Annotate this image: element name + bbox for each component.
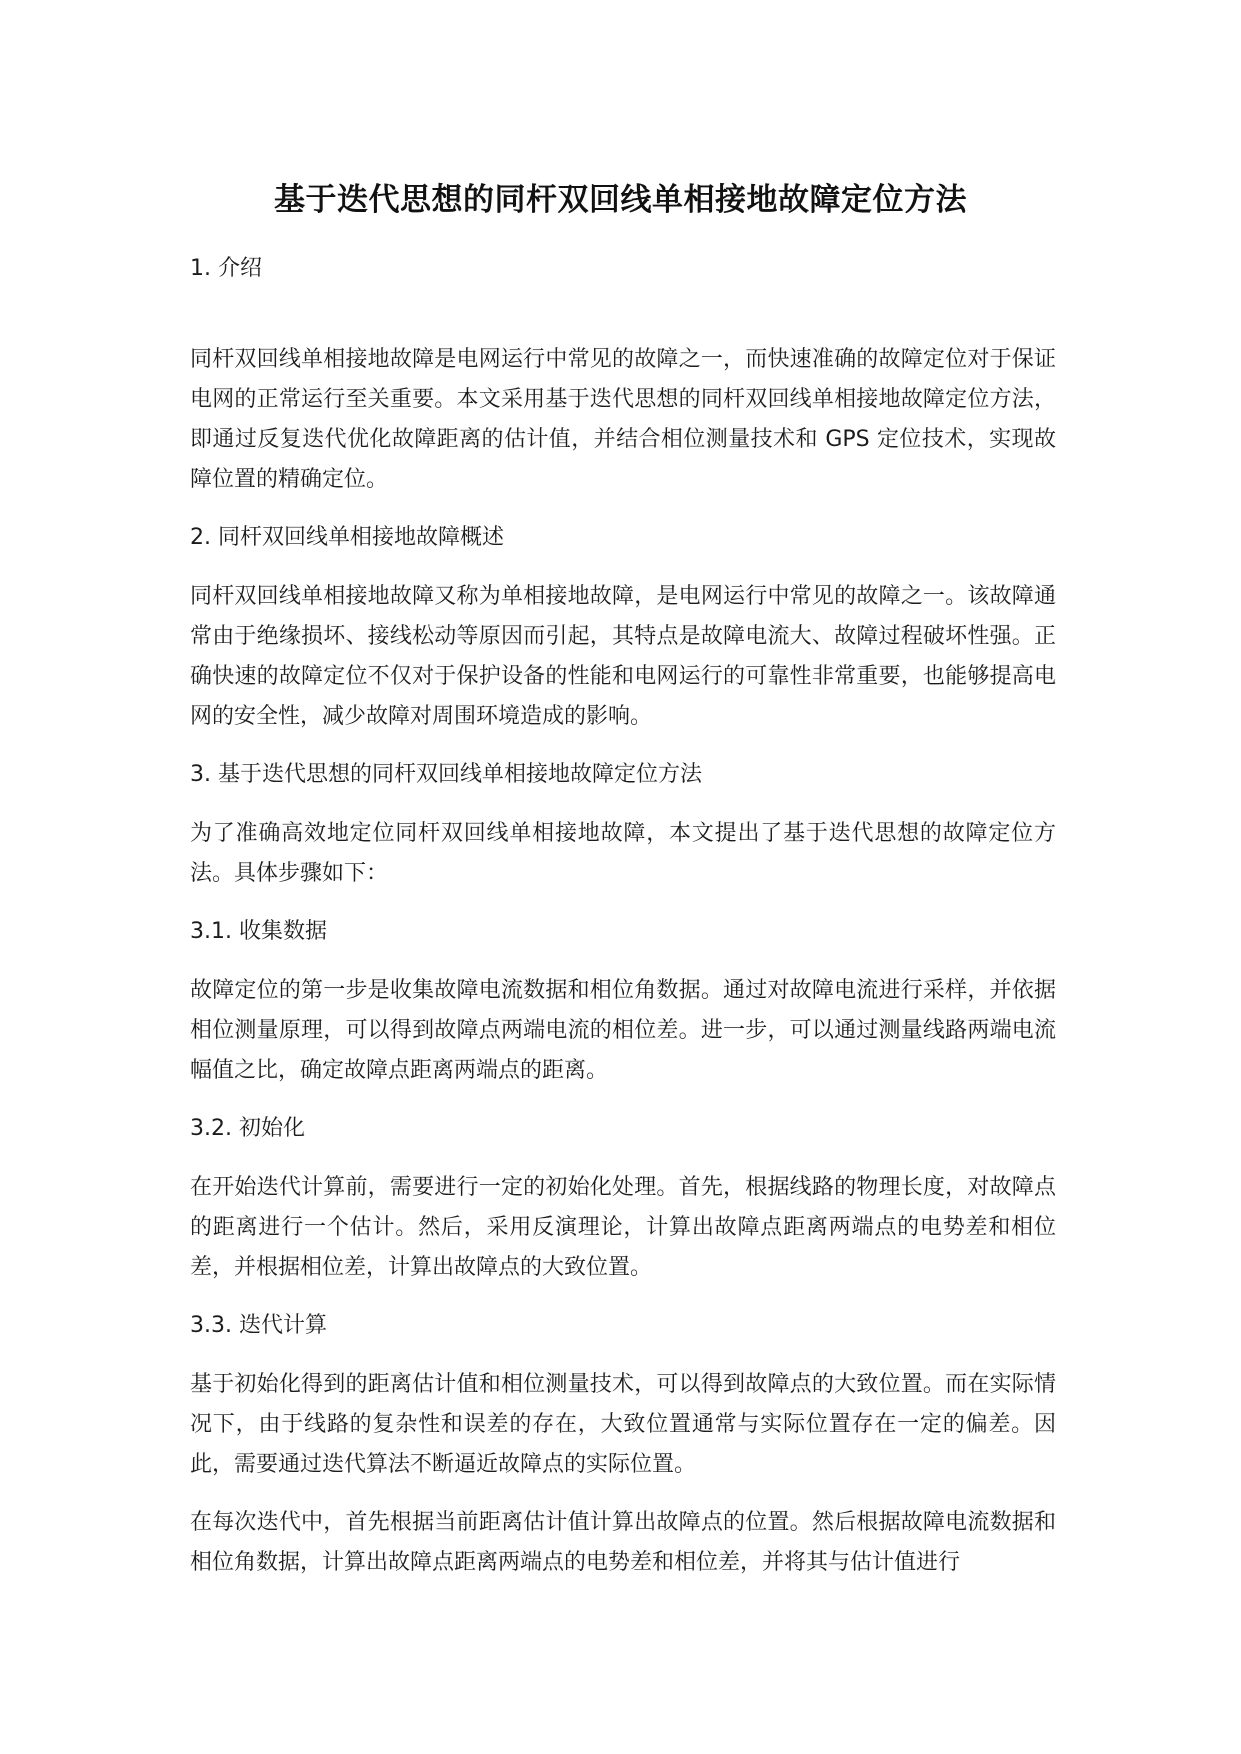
paragraph-initialization: 在开始迭代计算前，需要进行一定的初始化处理。首先，根据线路的物理长度，对故障点的距离进行一个估计。然后，采用反演理论，计算出故障点距离两端点的电势差和相位差，并根据相位差，计算出故障点的大致位置。 [190, 1175, 1056, 1280]
paragraph-method: 为了准确高效地定位同杆双回线单相接地故障，本文提出了基于迭代思想的故障定位方法。具体步骤如下： [190, 821, 1056, 886]
section-heading-method: 3. 基于迭代思想的同杆双回线单相接地故障定位方法 [190, 762, 702, 787]
paragraph-iteration-detail: 在每次迭代中，首先根据当前距离估计值计算出故障点的位置。然后根据故障电流数据和相位角数据，计算出故障点距离两端点的电势差和相位差，并将其与估计值进行 [190, 1510, 1056, 1575]
section-heading-iteration: 3.3. 迭代计算 [190, 1313, 327, 1338]
paragraph-introduction: 同杆双回线单相接地故障是电网运行中常见的故障之一，而快速准确的故障定位对于保证电网的正常运行至关重要。本文采用基于迭代思想的同杆双回线单相接地故障定位方法，即通过反复迭代优化故障距离的估计值，并结合相位测量技术和 GPS 定位技术，实现故障位置的精确定位。 [190, 347, 1056, 492]
document-title: 基于迭代思想的同杆双回线单相接地故障定位方法 [274, 182, 967, 218]
section-heading-collect-data: 3.1. 收集数据 [190, 919, 327, 944]
paragraph-overview: 同杆双回线单相接地故障又称为单相接地故障，是电网运行中常见的故障之一。该故障通常由于绝缘损坏、接线松动等原因而引起，其特点是故障电流大、故障过程破坏性强。正确快速的故障定位不仅对于保护设备的性能和电网运行的可靠性非常重要，也能够提高电网的安全性，减少故障对周围环境造成的影响。 [190, 584, 1056, 729]
section-heading-overview: 2. 同杆双回线单相接地故障概述 [190, 525, 504, 550]
section-heading-initialization: 3.2. 初始化 [190, 1116, 305, 1141]
paragraph-iteration: 基于初始化得到的距离估计值和相位测量技术，可以得到故障点的大致位置。而在实际情况下，由于线路的复杂性和误差的存在，大致位置通常与实际位置存在一定的偏差。因此，需要通过迭代算法不断逼近故障点的实际位置。 [190, 1372, 1056, 1477]
section-heading-introduction: 1. 介绍 [190, 256, 262, 281]
paragraph-collect-data: 故障定位的第一步是收集故障电流数据和相位角数据。通过对故障电流进行采样，并依据相位测量原理，可以得到故障点两端电流的相位差。进一步，可以通过测量线路两端电流幅值之比，确定故障点距离两端点的距离。 [190, 978, 1056, 1083]
